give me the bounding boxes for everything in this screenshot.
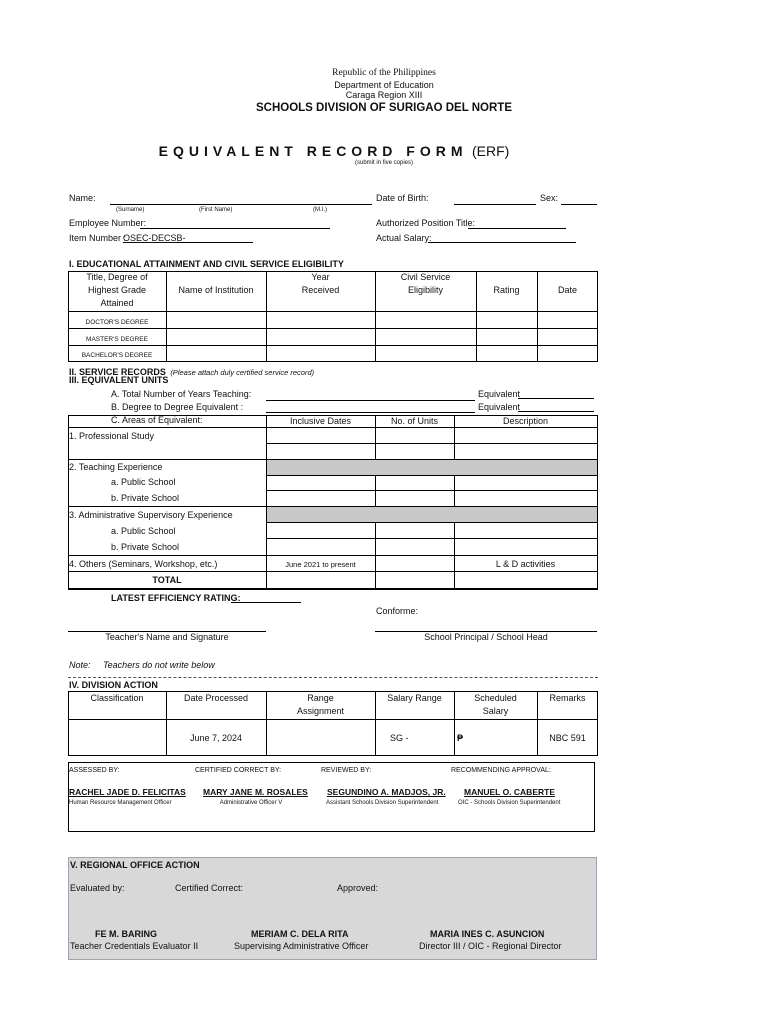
row-private2: b. Private School <box>111 542 180 552</box>
header-division: SCHOOLS DIVISION OF SURIGAO DEL NORTE <box>255 102 512 114</box>
regional1-position: Teacher Credentials Evaluator II <box>70 941 199 951</box>
regional1-name: FE M. BARING <box>95 929 157 939</box>
row-public2: a. Public School <box>111 526 176 536</box>
row-admin: 3. Administrative Supervisory Experience <box>69 510 233 520</box>
actual-salary-line <box>428 242 576 243</box>
approved-label: Approved: <box>337 883 379 893</box>
col-units: No. of Units <box>390 416 439 426</box>
section1-title: I. EDUCATIONAL ATTAINMENT AND CIVIL SERVICE ELIGIBILITY <box>69 259 344 269</box>
areas-label: C. Areas of Equivalent: <box>111 415 203 425</box>
section2-note: (Please attach duly certified service record) <box>170 368 315 377</box>
submit-note: (submit in five copies) <box>354 160 414 166</box>
col-scheduled-2: Salary <box>482 706 509 716</box>
firstname-label: (First Name) <box>199 207 233 213</box>
evaluated-by-label: Evaluated by: <box>70 883 125 893</box>
sex-label: Sex: <box>540 193 559 203</box>
row-public: a. Public School <box>111 477 176 487</box>
regional2-position: Supervising Administrative Officer <box>234 941 369 951</box>
row-teaching: 2. Teaching Experience <box>69 462 163 472</box>
row-master: MASTER'S DEGREE <box>86 336 148 343</box>
others-dates: June 2021 to present <box>285 560 356 569</box>
employee-number-label: Employee Number: <box>69 218 147 228</box>
efficiency-line <box>231 602 301 603</box>
section3-title: III. EQUIVALENT UNITS <box>69 375 169 385</box>
note-text: Teachers do not write below <box>103 660 215 670</box>
row-prof-study: 1. Professional Study <box>69 431 155 441</box>
section4-title: IV. DIVISION ACTION <box>69 680 158 690</box>
col-classification: Classification <box>90 693 144 703</box>
regional3-position: Director III / OIC - Regional Director <box>419 941 562 951</box>
assessed-by-label: ASSESSED BY: <box>69 767 120 774</box>
conforme-label: Conforme: <box>376 606 419 616</box>
name-label: Name: <box>69 193 96 203</box>
efficiency-label: LATEST EFFICIENCY RATING: <box>111 593 241 603</box>
col-rating: Rating <box>493 285 520 295</box>
note-label: Note: <box>69 660 91 670</box>
admin-shaded-row <box>267 507 597 522</box>
form-abbr: (ERF) <box>471 143 510 159</box>
col-title-1: Title, Degree of <box>86 272 148 282</box>
approver1-name: RACHEL JADE D. FELICITAS <box>69 787 186 797</box>
equivalent-b-label: Equivalent <box>478 402 521 412</box>
col-range-1: Range <box>307 693 334 703</box>
form-title: EQUIVALENT RECORD FORM <box>158 143 468 159</box>
regional2-name: MERIAM C. DELA RITA <box>251 929 349 939</box>
principal-signature-label: School Principal / School Head <box>424 632 548 642</box>
col-inclusive: Inclusive Dates <box>289 416 352 426</box>
equivalent-a-line <box>518 398 594 399</box>
col-remarks: Remarks <box>549 693 586 703</box>
row-bachelor: BACHELOR'S DEGREE <box>81 352 153 359</box>
item-number-label: Item Number : <box>69 233 127 243</box>
col-cs-1: Civil Service <box>400 272 451 282</box>
sex-field-line <box>561 204 597 205</box>
row-private: b. Private School <box>111 493 180 503</box>
certified-by-label: CERTIFIED CORRECT BY: <box>195 767 282 774</box>
equivalent-b-line <box>518 411 594 412</box>
total-years-line <box>266 400 475 401</box>
total-years-label: A. Total Number of Years Teaching: <box>111 389 252 399</box>
regional3-name: MARIA INES C. ASUNCION <box>430 929 545 939</box>
teacher-signature-label: Teacher's Name and Signature <box>105 632 229 642</box>
scheduled-salary-value: ₱ <box>457 733 464 743</box>
salary-range-value: SG - <box>390 733 409 743</box>
col-title-2: Highest Grade <box>87 285 147 295</box>
section2-title: II. SERVICE RECORDS <box>69 367 166 377</box>
approver4-name: MANUEL O. CABERTE <box>464 787 555 797</box>
approver3-name: SEGUNDINO A. MADJOS, JR. <box>327 787 446 797</box>
approver2-name: MARY JANE M. ROSALES <box>203 787 308 797</box>
approver3-position: Assistant Schools Division Superintendent <box>326 800 439 806</box>
col-salary-range: Salary Range <box>387 693 442 703</box>
date-processed-value: June 7, 2024 <box>189 733 243 743</box>
authorized-position-line <box>468 228 566 229</box>
col-institution: Name of Institution <box>178 285 254 295</box>
section5-title: V. REGIONAL OFFICE ACTION <box>70 860 200 870</box>
approver2-position: Administrative Officer V <box>219 800 283 806</box>
col-range-2: Assignment <box>296 706 345 716</box>
col-date: Date <box>557 285 577 295</box>
approver4-position: OIC - Schools Division Superintendent <box>458 800 561 806</box>
dob-label: Date of Birth: <box>376 193 429 203</box>
col-scheduled-1: Scheduled <box>474 693 517 703</box>
col-title-3: Attained <box>100 298 134 308</box>
certified-correct-label: Certified Correct: <box>175 883 244 893</box>
degree-equiv-label: B. Degree to Degree Equivalent : <box>111 402 244 412</box>
col-cs-2: Eligibility <box>407 285 443 295</box>
approver1-position: Human Resource Management Officer <box>69 800 172 806</box>
total-label: TOTAL <box>152 575 182 585</box>
surname-label: (Surname) <box>116 207 145 213</box>
degree-equiv-line <box>266 412 475 413</box>
name-field-line <box>110 204 372 205</box>
remarks-value: NBC 591 <box>549 733 586 743</box>
teaching-shaded-row <box>267 460 597 475</box>
recommending-label: RECOMMENDING APPROVAL: <box>451 767 551 774</box>
mi-label: (M.I.) <box>313 207 327 213</box>
header-department: Department of Education <box>334 80 434 90</box>
header-region: Caraga Region XIII <box>345 90 423 100</box>
col-description: Description <box>502 416 549 426</box>
header-republic: Republic of the Philippines <box>332 68 436 78</box>
item-number-line <box>177 242 253 243</box>
dob-field-line <box>454 204 536 205</box>
col-year-2: Received <box>301 285 340 295</box>
form-title-wrap <box>0 143 668 161</box>
col-date-processed: Date Processed <box>183 693 249 703</box>
actual-salary-label: Actual Salary: <box>376 233 432 243</box>
others-description: L & D activities <box>495 559 556 569</box>
equivalent-a-label: Equivalent <box>478 389 521 399</box>
row-doctor: DOCTOR'S DEGREE <box>85 319 149 326</box>
col-year-1: Year <box>311 272 330 282</box>
item-number-value: OSEC-DECSB- <box>123 233 186 243</box>
reviewed-by-label: REVIEWED BY: <box>321 767 372 774</box>
cut-line <box>68 677 598 678</box>
row-others: 4. Others (Seminars, Workshop, etc.) <box>69 559 218 569</box>
authorized-position-label: Authorized Position Title: <box>376 218 476 228</box>
employee-number-line <box>140 228 330 229</box>
